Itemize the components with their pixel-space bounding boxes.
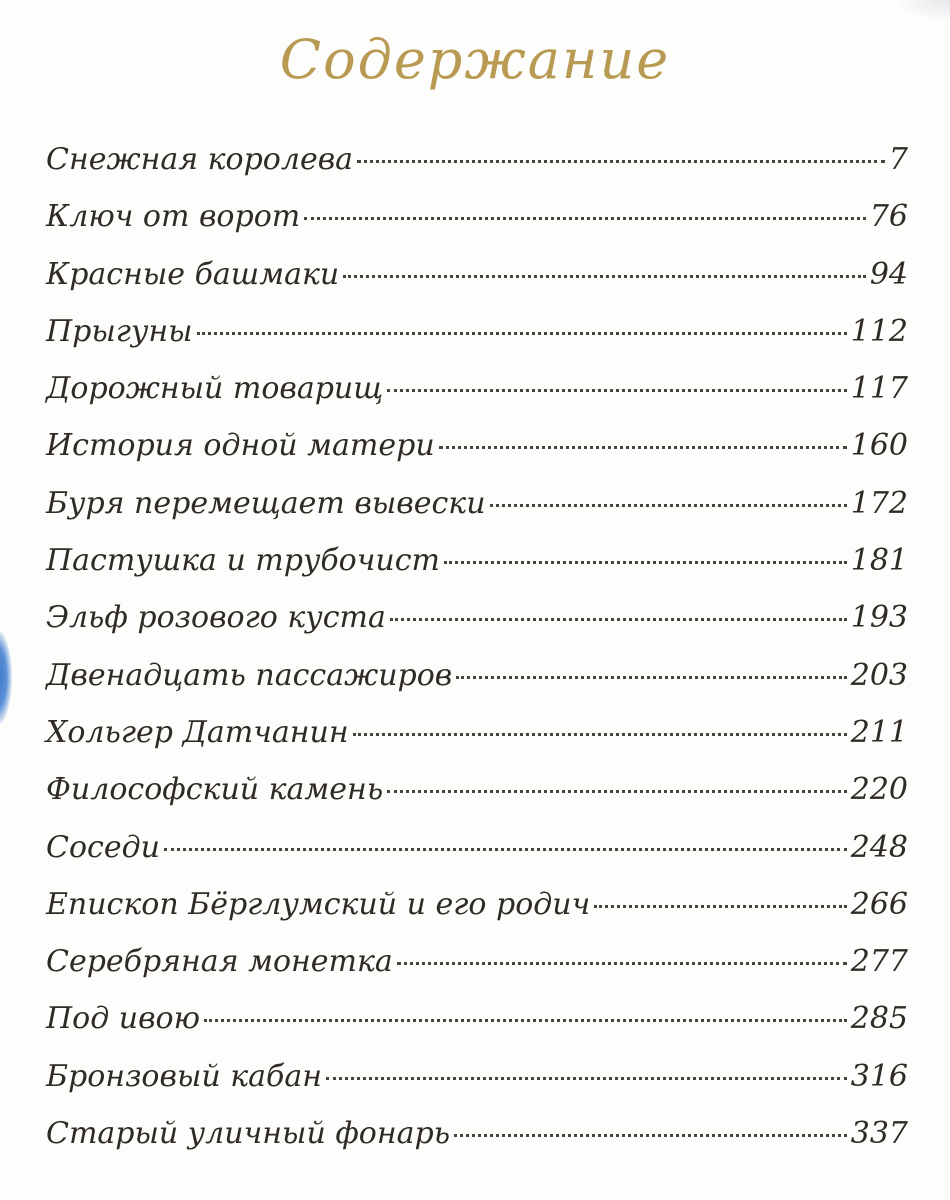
toc-entry-page: 76 (869, 199, 908, 235)
dot-leader (387, 790, 847, 793)
toc-entry-page: 112 (850, 313, 908, 349)
dot-leader (197, 332, 847, 335)
toc-entry (46, 830, 908, 887)
toc-entry (46, 371, 908, 428)
dot-leader (353, 733, 847, 736)
dot-leader (387, 389, 846, 392)
toc-entry-title: Хольгер Датчанин (46, 714, 349, 750)
toc-entry-title: Серебряная монетка (46, 944, 393, 980)
toc-entry-title: Красные башмаки (46, 256, 340, 292)
toc-entry-title: Эльф розового куста (46, 600, 386, 636)
toc-entry (46, 600, 908, 657)
page-title: Содержание (279, 28, 671, 91)
toc-entry-title: Ключ от ворот (46, 199, 301, 235)
dot-leader (164, 848, 847, 851)
toc-entry-page: 211 (850, 714, 908, 750)
toc-entry-title: История одной матери (46, 428, 435, 464)
toc-entry (46, 1116, 908, 1173)
toc-entry-title: Епископ Бёрглумский и его родич (46, 886, 591, 922)
dot-leader (454, 1134, 847, 1137)
toc-entry-page: 220 (850, 772, 908, 808)
toc-entry-page: 7 (888, 142, 908, 177)
toc-entry (46, 658, 908, 715)
toc-entry (46, 486, 908, 543)
toc-entry (46, 887, 908, 944)
toc-entry-page: 316 (850, 1058, 908, 1094)
toc-entry (46, 428, 908, 485)
dot-leader (343, 275, 866, 278)
toc-entry-page: 248 (850, 829, 908, 865)
dot-leader (326, 1077, 847, 1080)
toc-entry (46, 944, 908, 1001)
toc-entry-page: 266 (850, 886, 908, 922)
toc-entry (46, 1001, 908, 1058)
toc-entry-page: 172 (850, 485, 908, 521)
dot-leader (390, 618, 847, 621)
toc-entry-page: 337 (850, 1116, 908, 1152)
toc-entry-page: 193 (850, 600, 908, 636)
toc-entry-title: Снежная королева (46, 142, 354, 177)
toc-entry (46, 543, 908, 600)
toc-entry-title: Старый уличный фонарь (46, 1116, 451, 1152)
dot-leader (204, 1019, 847, 1022)
corner-shading (895, 0, 950, 22)
toc-entry-title: Соседи (46, 829, 160, 865)
toc-entry-title: Бронзовый кабан (46, 1058, 323, 1094)
toc-entry (46, 1059, 908, 1116)
toc-entry-title: Двенадцать пассажиров (46, 657, 453, 693)
toc-entry-title: Философский камень (46, 772, 384, 808)
toc-entry-title: Дорожный товарищ (46, 371, 384, 407)
dot-leader (439, 446, 847, 449)
dot-leader (304, 217, 866, 220)
dot-leader (397, 962, 847, 965)
toc-entry-page: 181 (850, 543, 908, 579)
toc-entry-page: 277 (850, 944, 908, 980)
toc-entry (46, 257, 908, 314)
toc-entry-page: 117 (850, 371, 908, 407)
toc-entry-title: Пастушка и трубочист (46, 543, 440, 579)
toc-entry-title: Под ивою (46, 1001, 201, 1037)
toc-entry (46, 772, 908, 829)
dot-leader (490, 504, 847, 507)
dot-leader (456, 676, 846, 679)
table-of-contents (46, 142, 908, 1173)
dot-leader (444, 561, 847, 564)
toc-entry (46, 314, 908, 371)
toc-entry (46, 715, 908, 772)
toc-entry (46, 199, 908, 256)
dot-leader (594, 905, 846, 908)
dot-leader (357, 160, 885, 163)
toc-entry-page: 203 (850, 657, 908, 693)
toc-entry (46, 142, 908, 199)
toc-entry-title: Прыгуны (46, 313, 193, 349)
toc-entry-page: 160 (850, 428, 908, 464)
toc-entry-page: 285 (850, 1001, 908, 1037)
toc-entry-title: Буря перемещает вывески (46, 485, 486, 521)
toc-entry-page: 94 (869, 256, 908, 292)
edge-smudge (0, 630, 12, 725)
